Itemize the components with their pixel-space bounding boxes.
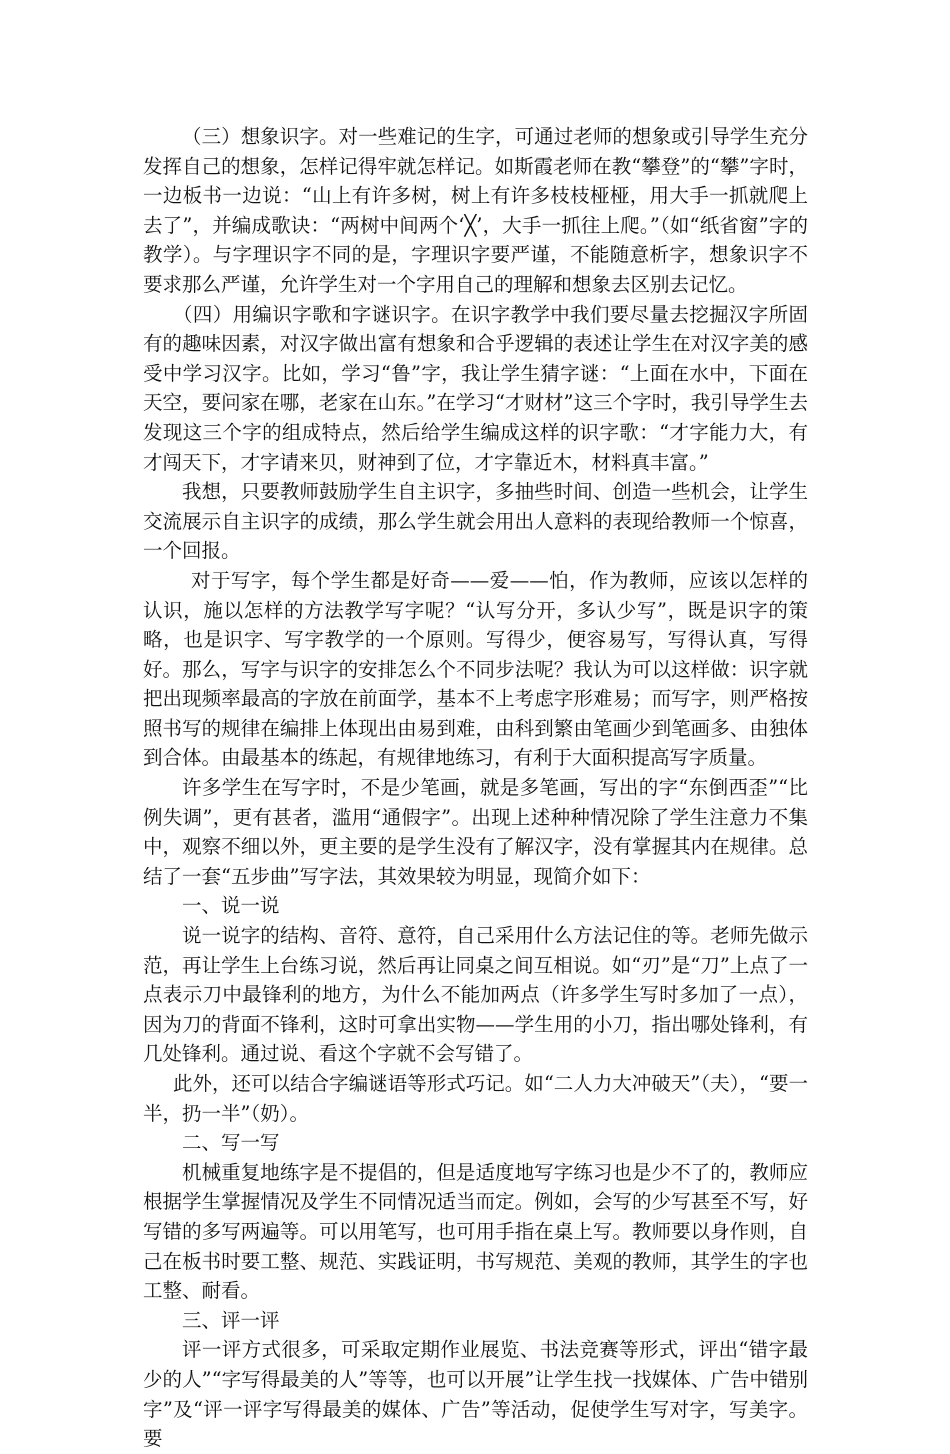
paragraph-self-literacy: 我想，只要教师鼓励学生自主识字，多抽些时间、创造一些机会，让学生交流展示自主识字的成绩，那么学生就会用出人意料的表现给教师一个惊喜，一个回报。 <box>143 480 808 563</box>
paragraph-say: 说一说字的结构、音符、意符，自己采用什么方法记住的等。老师先做示范，再让学生上台练习说，然后再让同桌之间互相说。如“刃”是“刀”上点了一点表示刀中最锋利的地方，为什么不能加两点（许多学生写时多加了一点），因为刀的背面不锋利，这时可拿出实物——学生用的小刀，指出哪处锋利，有几处锋利。通过说、看这个字就不会写错了。 <box>143 924 808 1066</box>
section-heading-write: 二、写一写 <box>182 1131 280 1155</box>
paragraph-evaluate: 评一评方式很多，可采取定期作业展览、书法竞赛等形式，评出“错字最少的人”“字写得最美的人”等等，也可以开展”让学生找一找媒体、广告中错别字”及“评一评字写得最美的媒体、广告”等活动，促使学生写对字，写美字。要 <box>143 1338 808 1451</box>
paragraph-riddle-literacy: （四）用编识字歌和字谜识字。在识字教学中我们要尽量去挖掘汉字所固有的趣味因素，对汉字做出富有想象和合乎逻辑的表述让学生在对汉字美的感受中学习汉字。比如，学习“鲁”字，我让学生猜字谜：“上面在水中，下面在天空，要问家在哪，老家在山东。”在学习“才财材”这三个字时，我引导学生去发现这三个字的组成特点，然后给学生编成这样的识字歌：“才字能力大，有才闯天下，才字请来贝，财神到了位，才字靠近木，材料真丰富。” <box>143 302 808 474</box>
section-heading-evaluate: 三、评一评 <box>182 1308 280 1332</box>
document-body <box>143 122 808 1454</box>
paragraph-writing-intro: 对于写字，每个学生都是好奇——爱——怕，作为教师，应该以怎样的认识，施以怎样的方法教学写字呢？“认写分开，多认少写”，既是识字的策略，也是识字、写字教学的一个原则。写得少，便容易写，写得认真，写得好。那么，写字与识字的安排怎么个不同步法呢？我认为可以这样做：识字就把出现频率最高的字放在前面学，基本不上考虑字形难易；而写字，则严格按照书写的规律在编排上体现出由易到难，由科到繁由笔画少到笔画多、由独体到合体。由最基本的练起，有规律地练习，有利于大面积提高写字质量。 <box>143 568 808 770</box>
paragraph-imagination-literacy: （三）想象识字。对一些难记的生字，可通过老师的想象或引导学生充分发挥自己的想象，怎样记得牢就怎样记。如斯霞老师在教“攀登”的“攀”字时，一边板书一边说：“山上有许多树，树上有许多枝枝桠桠，用大手一抓就爬上去了”，并编成歌诀：“两树中间两个‘╳’，大手一抓往上爬。”（如“纸省窗”字的教学）。与字理识字不同的是，字理识字要严谨，不能随意析字，想象识字不要求那么严谨，允许学生对一个字用自己的理解和想象去区别去记忆。 <box>143 125 808 296</box>
paragraph-riddles: 此外，还可以结合字编谜语等形式巧记。如“二人力大冲破天”（夫），“要一半，扔一半”（奶）。 <box>143 1072 808 1125</box>
paragraph-writing-problems: 许多学生在写字时，不是少笔画，就是多笔画，写出的字“东倒西歪”“比例失调”，更有甚者，滥用“通假字”。出现上述种种情况除了学生注意力不集中，观察不细以外，更主要的是学生没有了解汉字，没有掌握其内在规律。总结了一套“五步曲”写字法，其效果较为明显，现简介如下： <box>143 776 808 888</box>
paragraph-write: 机械重复地练字是不提倡的，但是适度地写字练习也是少不了的，教师应根据学生掌握情况及学生不同情况适当而定。例如，会写的少写甚至不写，好写错的多写两遍等。可以用笔写，也可用手指在桌上写。教师要以身作则，自己在板书时要工整、规范、实践证明，书写规范、美观的教师，其学生的字也工整、耐看。 <box>143 1160 808 1303</box>
section-heading-say: 一、说一说 <box>182 894 280 918</box>
